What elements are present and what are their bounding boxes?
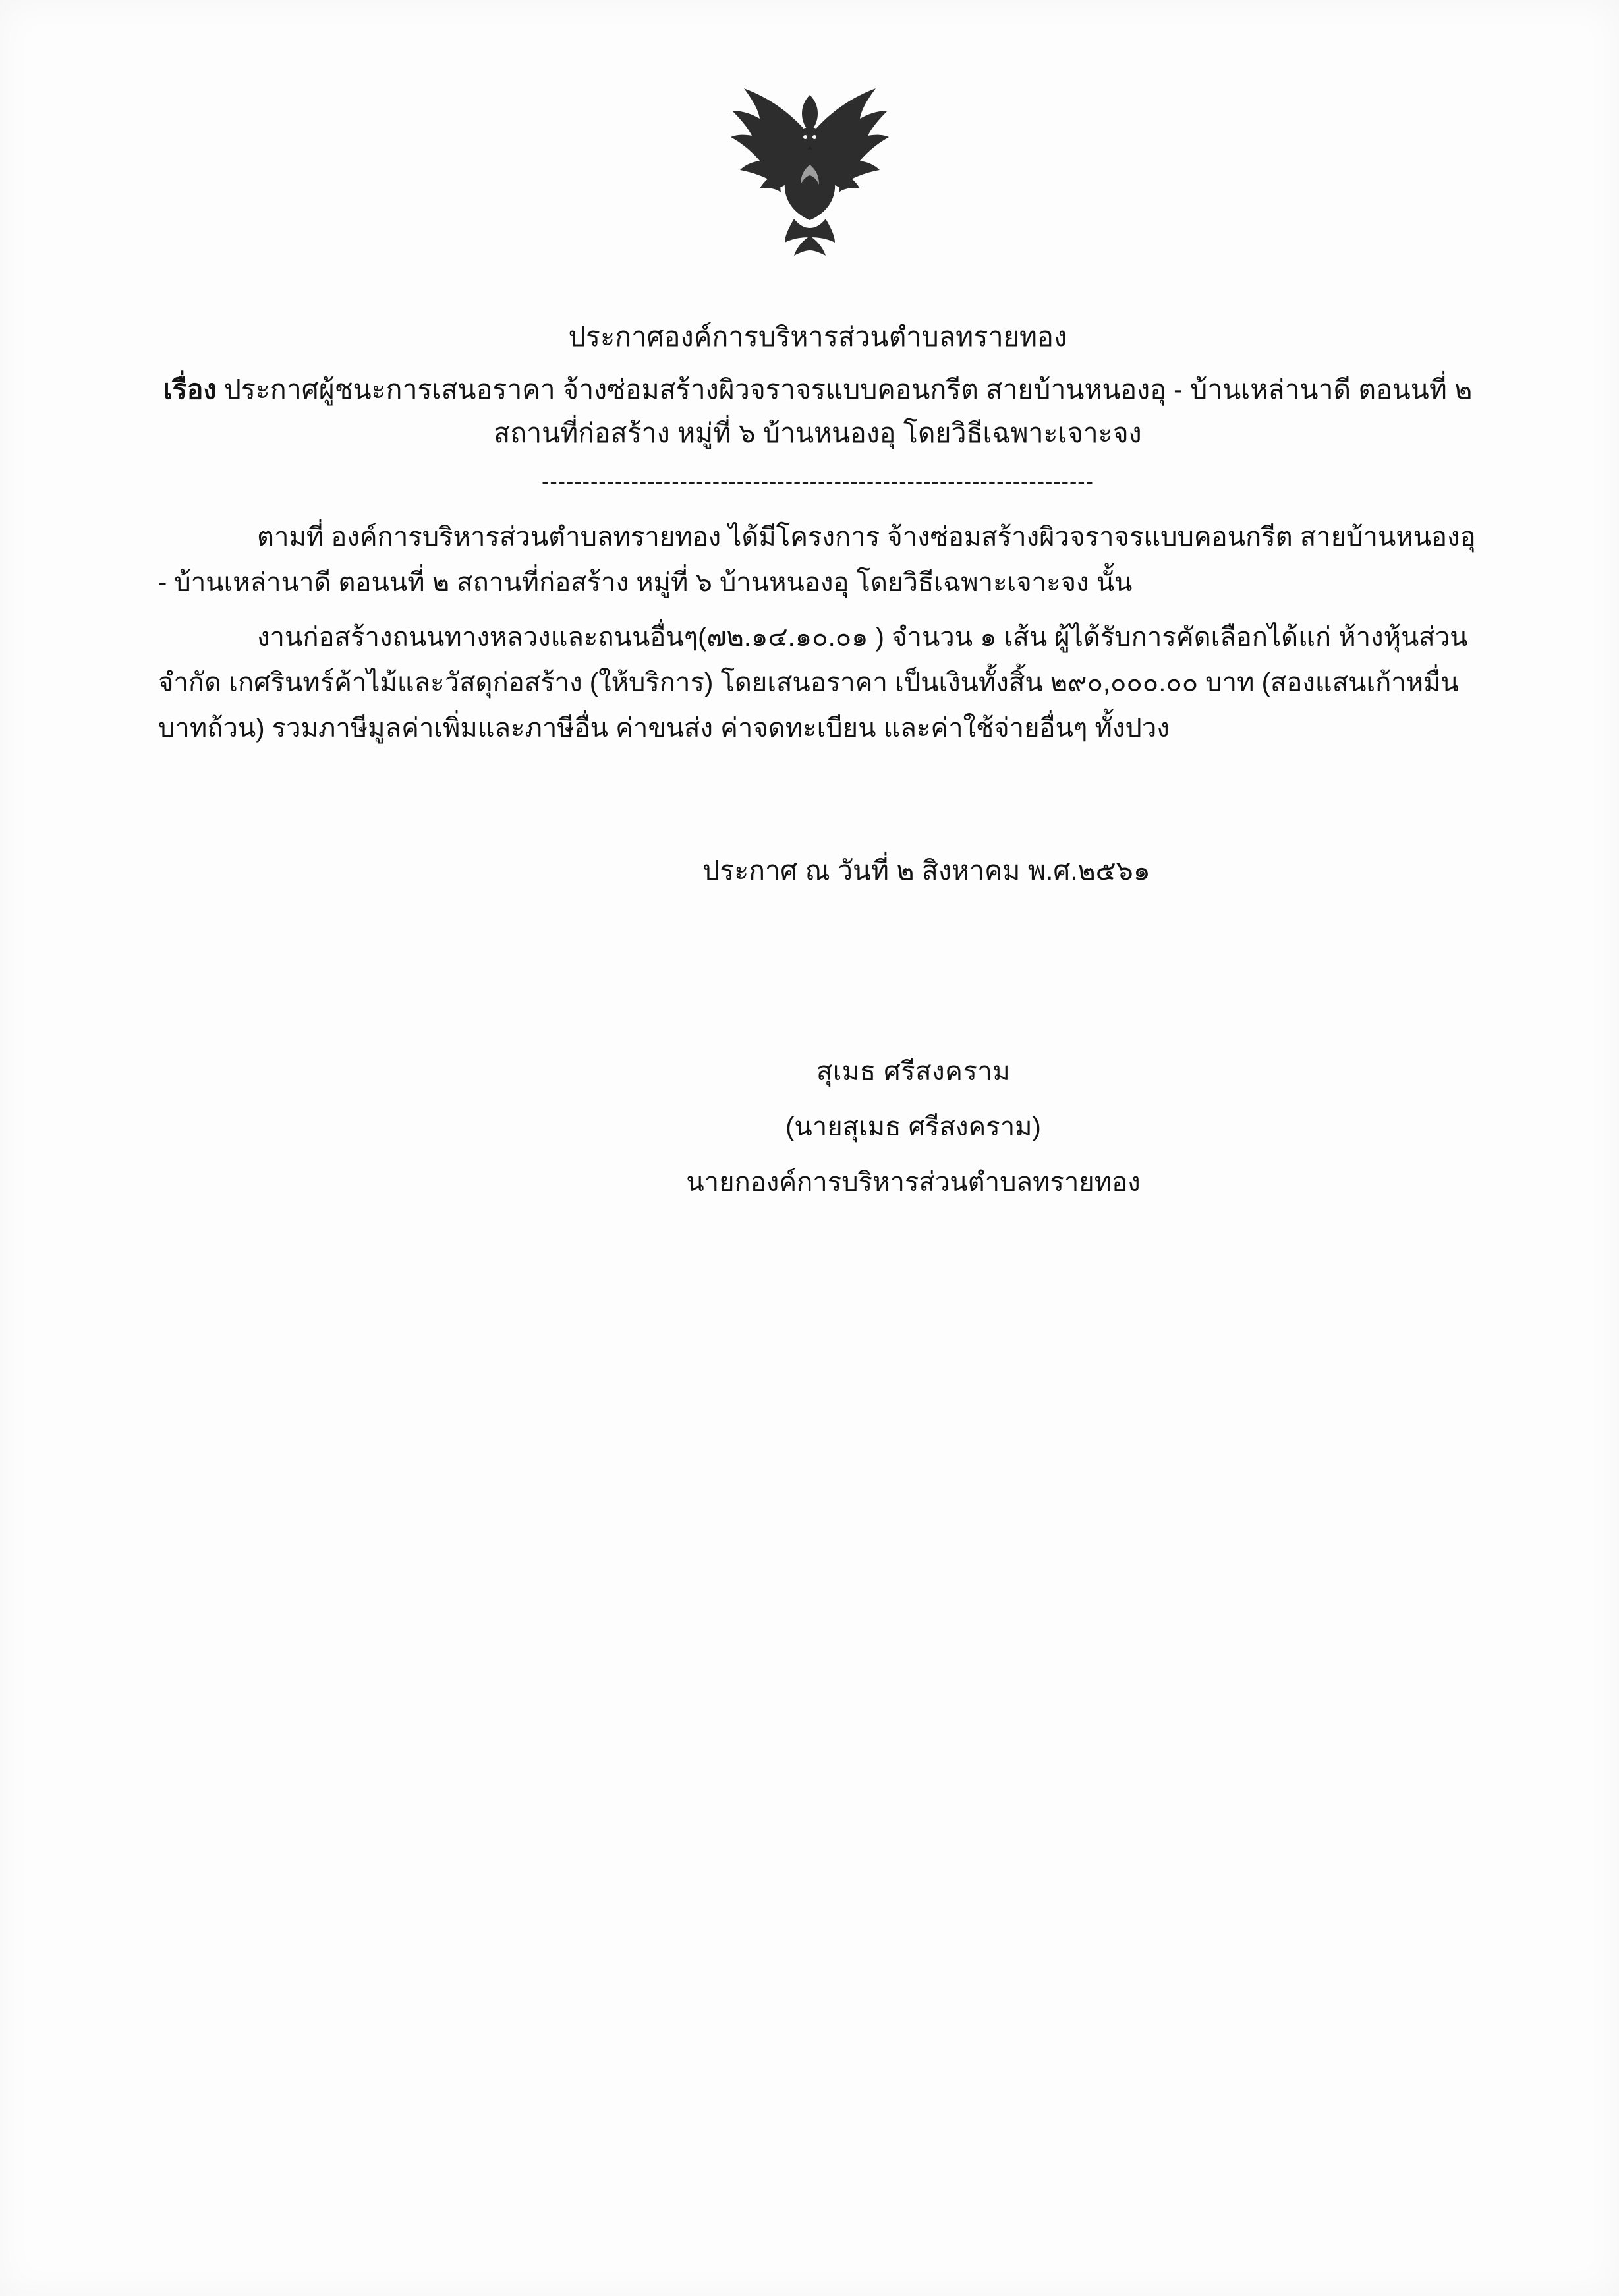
signature-position: นายกองค์การบริหารส่วนตำบลทรายทอง bbox=[686, 1168, 1141, 1197]
signature-block bbox=[158, 1044, 1477, 1210]
paragraph-1 bbox=[158, 515, 1477, 606]
document-content bbox=[158, 316, 1477, 1210]
paragraph-1-text: ตามที่ องค์การบริหารส่วนตำบลทรายทอง ได้มีโครงการ จ้างซ่อมสร้างผิวจราจรแบบคอนกรีต สายบ้านหนองอุ - บ้านเหล่านาดี ตอนนที่ ๒ สถานที่ก่อสร้าง หมู่ที่ ๖ บ้านหนองอุ โดยวิธีเฉพาะเจาะจง นั้น bbox=[158, 523, 1476, 598]
announcement-date: ประกาศ ณ วันที่ ๒ สิงหาคม พ.ศ.๒๕๖๑ bbox=[702, 855, 1150, 886]
garuda-emblem-icon bbox=[711, 72, 909, 270]
subject-label: เรื่อง bbox=[163, 374, 217, 405]
page-title: ประกาศองค์การบริหารส่วนตำบลทรายทอง bbox=[568, 322, 1067, 352]
emblem-container bbox=[0, 72, 1619, 270]
paragraph-2-text: งานก่อสร้างถนนทางหลวงและถนนอื่นๆ(๗๒.๑๔.๑๐.๐๑ ) จำนวน ๑ เส้น ผู้ได้รับการคัดเลือกได้แก่ ห้างหุ้นส่วนจำกัด เกศรินทร์ค้าไม้และวัสดุก่อสร้าง (ให้บริการ) โดยเสนอราคา เป็นเงินทั้งสิ้น ๒๙๐,๐๐๐.๐๐ บาท (สองแสนเก้าหมื่นบาทถ้วน) รวมภาษีมูลค่าเพิ่มและภาษีอื่น ค่าขนส่ง ค่าจดทะเบียน และค่าใช้จ่ายอื่นๆ ทั้งปวง bbox=[158, 622, 1468, 743]
subject-text: ประกาศผู้ชนะการเสนอราคา จ้างซ่อมสร้างผิวจราจรแบบคอนกรีต สายบ้านหนองอุ - บ้านเหล่านาดี ตอนนที่ ๒ สถานที่ก่อสร้าง หมู่ที่ ๖ บ้านหนองอุ โดยวิธีเฉพาะเจาะจง bbox=[223, 374, 1473, 448]
paragraph-2 bbox=[158, 615, 1477, 751]
divider: -------------------------------------------------------------------- bbox=[542, 469, 1094, 495]
subject-block bbox=[158, 368, 1477, 455]
signature-name: (นายสุเมธ ศรีสงคราม) bbox=[785, 1112, 1041, 1142]
signature-script: สุเมธ ศรีสงคราม bbox=[816, 1057, 1011, 1087]
